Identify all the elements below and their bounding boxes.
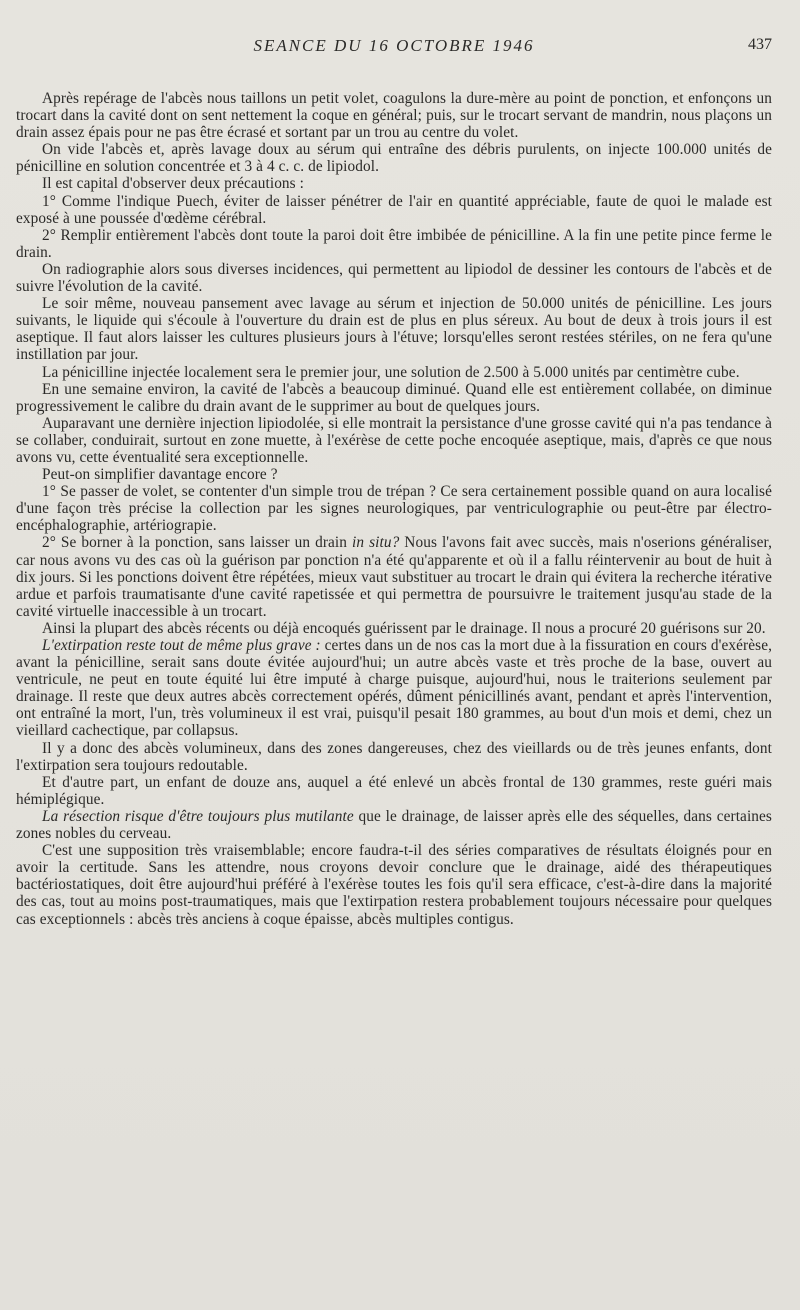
paragraph-text: Nous l'avons fait avec succès, mais n'oserions généraliser, car nous avons vu des cas où la guérison par ponction n'a été qu'apparente et où il a fallu réintervenir au bout de huit à dix jours. Si les ponctions doivent être répétées, mieux vaut substituer au trocart le drain qui évitera la recherche itérative ardue et parfois traumatisante d'une cavité rapetissée et qui permettra de poursuivre le traitement jusqu'au stade de la cavité virtuelle inaccessible à un trocart. <box>16 534 772 620</box>
paragraph: Il y a donc des abcès volumineux, dans des zones dangereuses, chez des vieillards ou de très jeunes enfants, dont l'extirpation sera toujours redoutable. <box>16 739 772 774</box>
paragraph: Le soir même, nouveau pansement avec lavage au sérum et injection de 50.000 unités de pénicilline. Les jours suivants, le liquide qui s'écoule à l'ouverture du drain est de plus en plus séreux. Au bout de deux à trois jours il est aseptique. Il faut alors laisser les cultures plusieurs jours à l'étuve; lorsqu'elles seront restées stériles, on ne fera qu'une instillation par jour. <box>16 295 772 364</box>
page-number: 437 <box>748 36 772 53</box>
page-header <box>16 36 772 60</box>
paragraph <box>16 637 772 740</box>
paragraph: En une semaine environ, la cavité de l'abcès a beaucoup diminué. Quand elle est entièrement collabée, on diminue progressivement le calibre du drain avant de le supprimer au bout de quelques jours. <box>16 380 772 415</box>
paragraph: On radiographie alors sous diverses incidences, qui permettent au lipiodol de dessiner les contours de l'abcès et de suivre l'évolution de la cavité. <box>16 260 772 296</box>
running-title: SEANCE DU 16 OCTOBRE 1946 <box>253 36 535 55</box>
paragraph: Et d'autre part, un enfant de douze ans, auquel a été enlevé un abcès frontal de 130 grammes, reste guéri mais hémiplégique. <box>16 773 772 808</box>
italic-text: L'extirpation reste tout de même plus grave : <box>42 637 321 654</box>
paragraph: Peut-on simplifier davantage encore ? <box>42 466 278 484</box>
paragraph <box>16 808 772 842</box>
paragraph: La pénicilline injectée localement sera le premier jour, une solution de 2.500 à 5.000 unités par centimètre cube. <box>42 363 740 381</box>
body-text <box>16 90 772 928</box>
paragraph: Il est capital d'observer deux précautions : <box>42 175 305 193</box>
paragraph-text: certes dans un de nos cas la mort due à la fissuration en cours d'exérèse, avant la pénicilline, serait sans doute évitée aujourd'hui; un autre abcès vaste et très proche de la base, ouvert au ventricule, ne peut en toute équité lui être imputé à charge puisque, aujourd'hui, nous le traiterions seulement par drainage. Il reste que deux autres abcès correctement opérés, dûment pénicillinés avant, pendant et après l'intervention, ont entraîné la mort, l'un, très volumineux il est vrai, puisqu'il pesait 180 grammes, au bout d'un mois et demi, chez un vieillard cachectique, par collapsus. <box>16 637 773 740</box>
paragraph: 1° Se passer de volet, se contenter d'un simple trou de trépan ? Ce sera certainement possible quand on aura localisé d'une façon très précise la collection par les signes neurologiques, par ventriculographie ou peut-être par électro-encéphalographie, artériograpie. <box>16 483 772 535</box>
paragraph: C'est une supposition très vraisemblable; encore faudra-t-il des séries comparatives de résultats éloignés pour en avoir la certitude. Sans les attendre, nous croyons devoir conclure que le drainage, aidé des thérapeutiques bactériostatiques, doit être aujourd'hui préféré à l'exérèse toutes les fois qu'il sera efficace, c'est-à-dire dans la majorité des cas, tout au moins post-traumatiques, mais que l'extirpation restera probablement toujours nécessaire pour quelques cas exceptionnels : abcès très anciens à coque épaisse, abcès multiples contigus. <box>16 842 772 928</box>
paragraph: Ainsi la plupart des abcès récents ou déjà encoqués guérissent par le drainage. Il nous a procuré 20 guérisons sur 20. <box>42 619 766 637</box>
paragraph <box>16 534 772 619</box>
italic-text: in situ? <box>352 534 400 552</box>
paragraph: Après repérage de l'abcès nous taillons un petit volet, coagulons la dure-mère au point de ponction, et enfonçons un trocart dans la cavité dont on sent nettement la coque en général; puis, sur le trocart servant de mandrin, nous plaçons un drain assez épais pour ne pas être écrasé et sortant par un trou au centre du volet. <box>16 90 772 142</box>
paragraph-text: que le drainage, de laisser après elle des séquelles, dans certaines zones nobles du cerveau. <box>16 807 772 843</box>
paragraph: 1° Comme l'indique Puech, éviter de laisser pénétrer de l'air en quantité appréciable, faute de quoi le malade est exposé à une poussée d'œdème cérébral. <box>16 192 772 227</box>
paragraph: On vide l'abcès et, après lavage doux au sérum qui entraîne des débris purulents, on injecte 100.000 unités de pénicilline en solution concentrée et 3 à 4 c. c. de lipiodol. <box>16 141 772 176</box>
paragraph-text: 2° Se borner à la ponction, sans laisser un drain <box>42 534 352 552</box>
paragraph: Auparavant une dernière injection lipiodolée, si elle montrait la persistance d'une grosse cavité qui n'a pas tendance à se collaber, conduirait, surtout en zone muette, à l'exérèse de cette poche encoquée aseptique, mais, d'après ce que nous avons vu, cette éventualité sera exceptionnelle. <box>16 414 772 466</box>
italic-text: La résection risque d'être toujours plus mutilante <box>42 807 354 825</box>
paragraph: 2° Remplir entièrement l'abcès dont toute la paroi doit être imbibée de pénicilline. A la fin une petite pince ferme le drain. <box>16 226 772 261</box>
